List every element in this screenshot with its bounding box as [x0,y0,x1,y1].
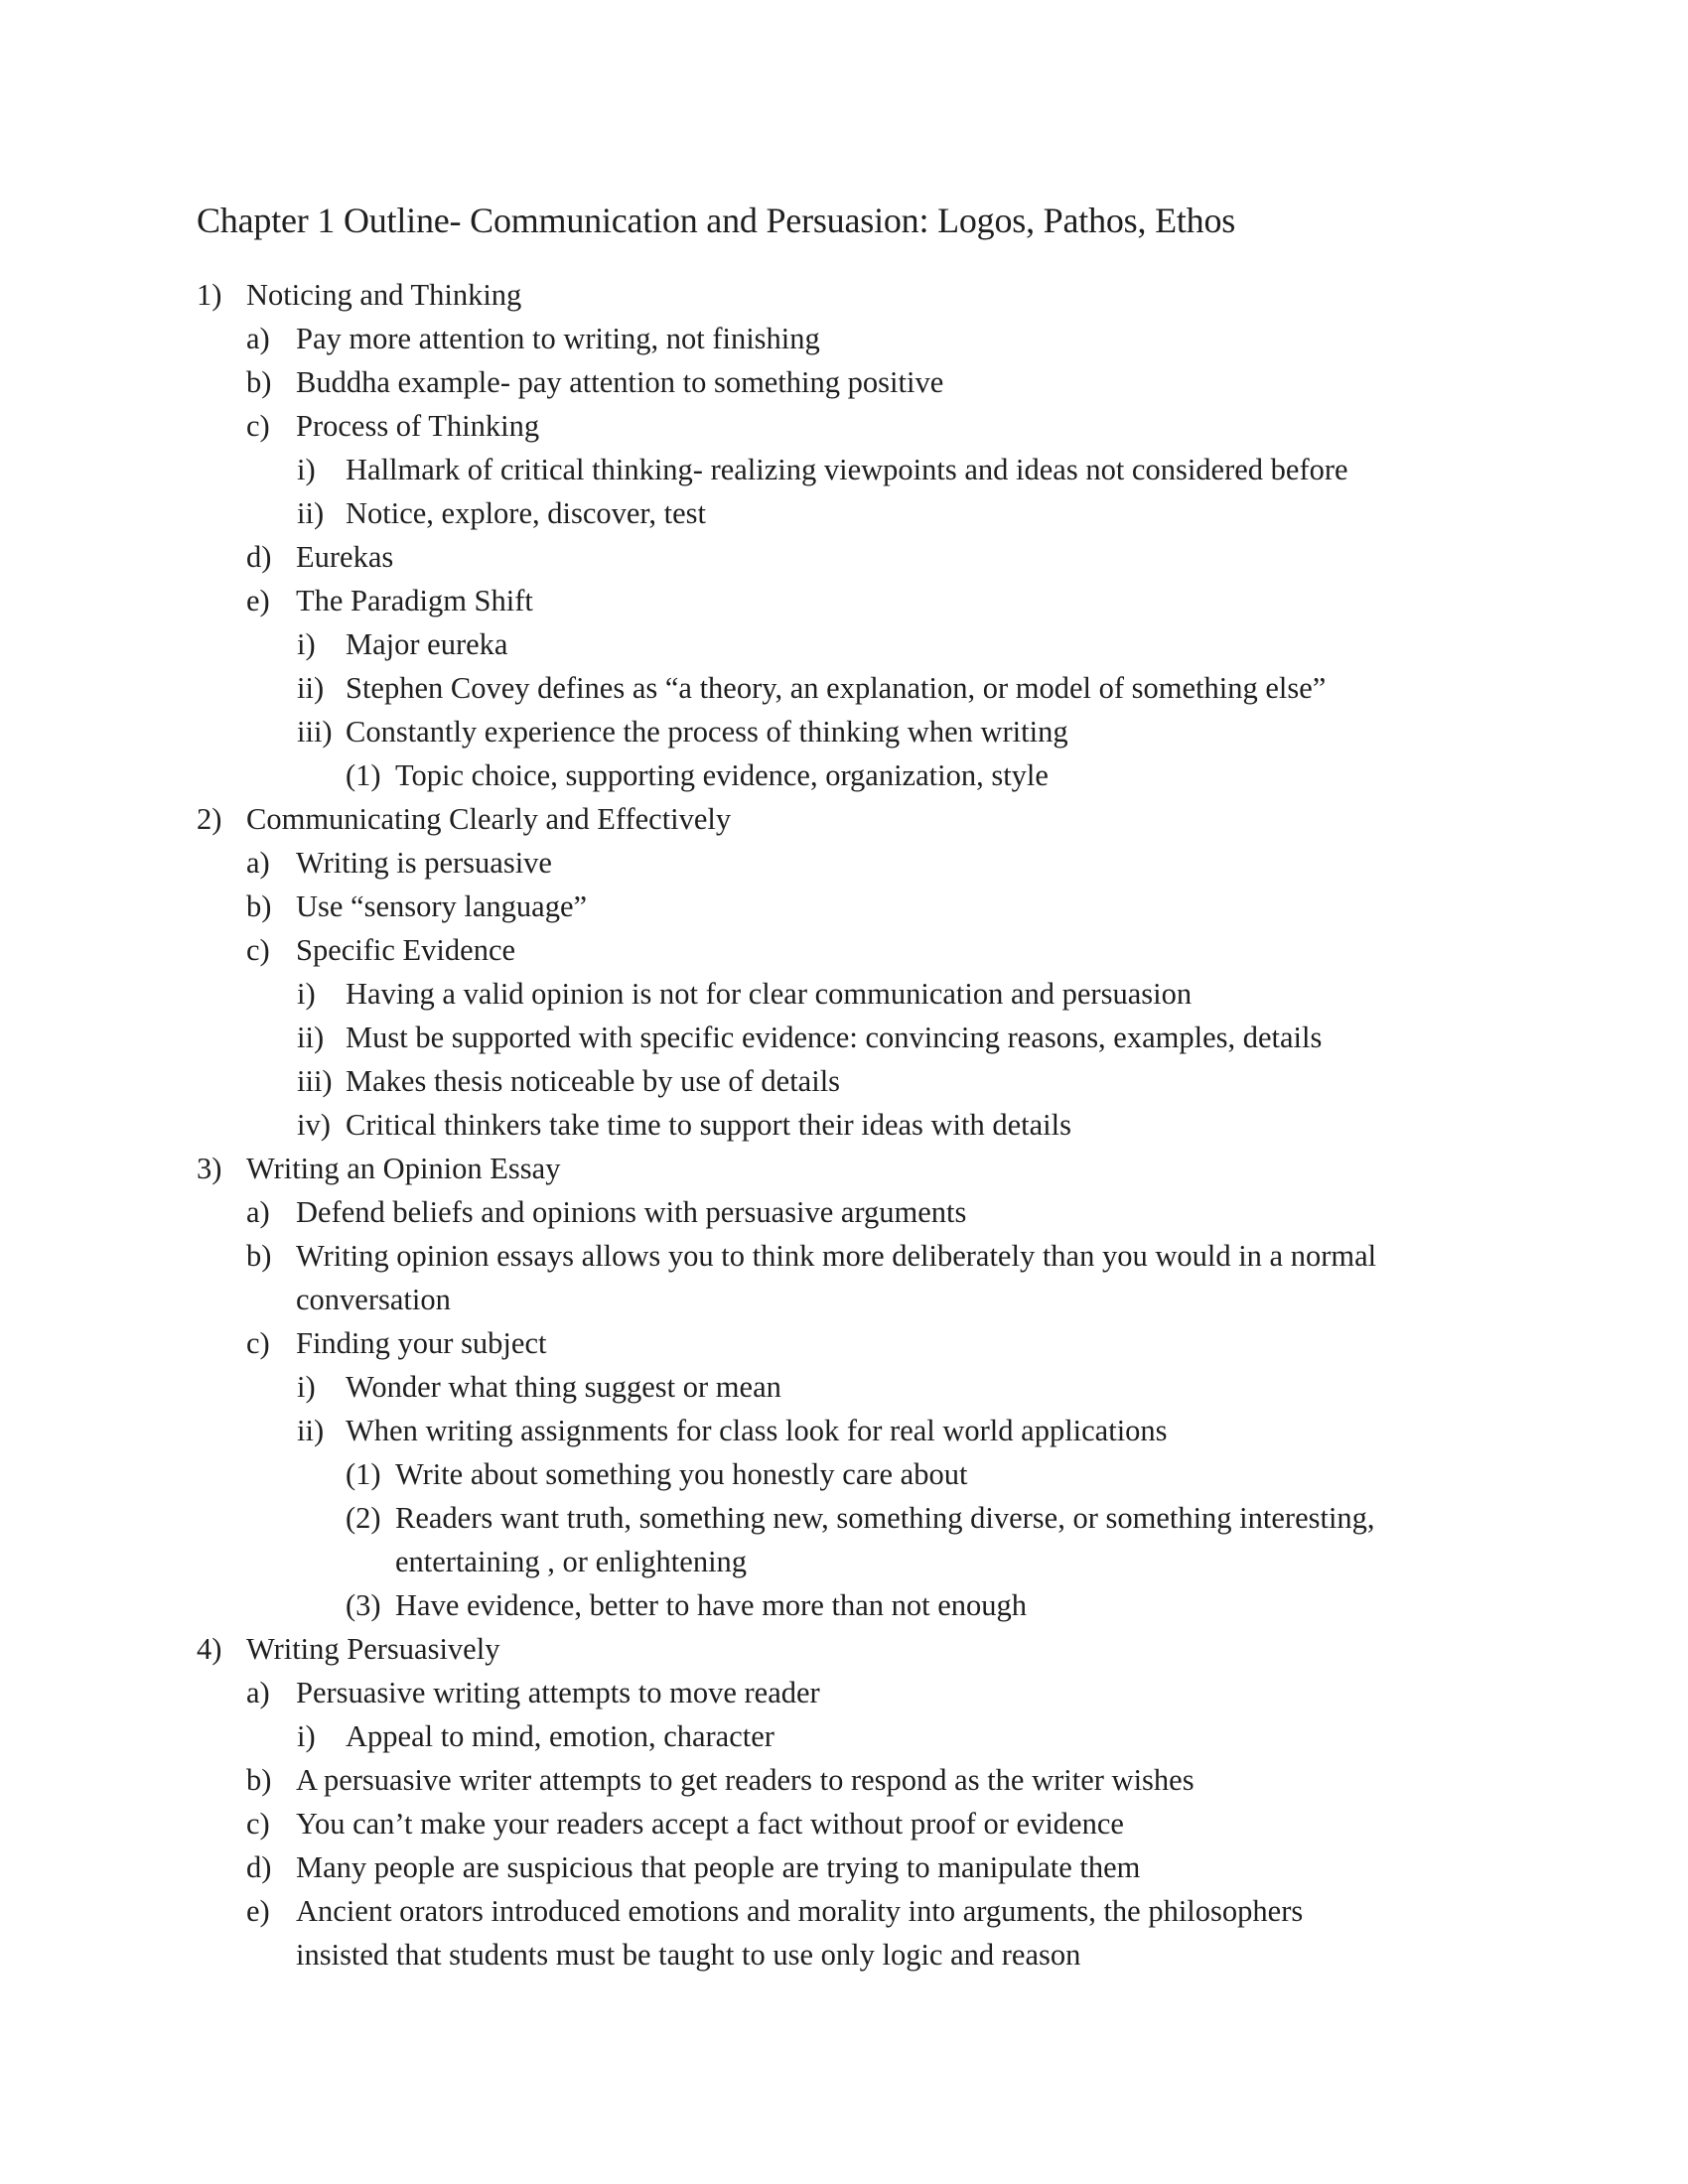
outline-text: Specific Evidence [296,933,516,967]
outline-item [0,1714,1688,1758]
outline-text: Notice, explore, discover, test [346,496,706,530]
outline-item [0,1234,1688,1278]
outline-marker: iv) [297,1108,331,1142]
outline-item [0,404,1688,448]
outline-item [0,1627,1688,1671]
outline-text: Stephen Covey defines as “a theory, an explanation, or model of something else” [346,671,1327,705]
outline-text: entertaining , or enlightening [395,1545,748,1578]
outline-item [0,666,1688,710]
outline-marker: b) [246,1763,272,1797]
outline-marker: (2) [346,1501,381,1535]
outline-text: When writing assignments for class look for real world applications [346,1414,1168,1447]
outline-item [0,1889,1688,1933]
outline-item [0,360,1688,404]
outline-marker: e) [246,1894,270,1928]
outline-item [0,885,1688,928]
outline-item [0,535,1688,579]
outline-marker: b) [246,1239,272,1273]
outline-text: Major eureka [346,627,508,661]
outline-text: A persuasive writer attempts to get readers to respond as the writer wishes [296,1763,1195,1797]
outline-marker: i) [297,627,316,661]
outline-item [0,753,1688,797]
outline-text: Noticing and Thinking [246,278,522,312]
outline-marker: c) [246,933,270,967]
outline-marker: d) [246,1850,272,1884]
outline-marker: c) [246,409,270,443]
outline-marker: ii) [297,1414,325,1447]
outline-marker: b) [246,889,272,923]
outline-marker: 3) [197,1152,222,1185]
page-title: Chapter 1 Outline- Communication and Persuasion: Logos, Pathos, Ethos [197,201,1236,240]
outline-item [0,1496,1688,1540]
outline-marker: a) [246,1195,270,1229]
outline-text: Hallmark of critical thinking- realizing viewpoints and ideas not considered before [346,453,1348,486]
outline-text: Defend beliefs and opinions with persuasive arguments [296,1195,967,1229]
outline-marker: (1) [346,758,381,792]
outline-marker: c) [246,1807,270,1841]
outline-text: Finding your subject [296,1326,547,1360]
outline-item [0,1802,1688,1845]
outline-item [0,622,1688,666]
outline-marker: i) [297,453,316,486]
outline-marker: iii) [297,715,333,749]
outline-item [0,1016,1688,1059]
outline-text: Readers want truth, something new, something diverse, or something interesting, [395,1501,1375,1535]
outline-marker: ii) [297,1021,325,1054]
outline-text: Critical thinkers take time to support their ideas with details [346,1108,1071,1142]
outline-text: Wonder what thing suggest or mean [346,1370,781,1404]
outline-marker: d) [246,540,272,574]
outline-marker: (3) [346,1588,381,1622]
outline-marker: c) [246,1326,270,1360]
outline-marker: e) [246,584,270,617]
outline-item [0,1583,1688,1627]
outline-marker: 1) [197,278,222,312]
outline-item [0,1671,1688,1714]
outline-marker: i) [297,1719,316,1753]
outline-marker: 4) [197,1632,222,1666]
outline-text: Communicating Clearly and Effectively [246,802,732,836]
outline-item [0,491,1688,535]
outline-item [0,1452,1688,1496]
outline-list [0,273,1688,1977]
outline-marker: i) [297,1370,316,1404]
outline-marker: a) [246,322,270,355]
outline-item [0,579,1688,622]
outline-text: Buddha example- pay attention to something positive [296,365,944,399]
outline-text: Makes thesis noticeable by use of details [346,1064,841,1098]
outline-text: Have evidence, better to have more than not enough [395,1588,1028,1622]
outline-item [0,1540,1688,1583]
outline-item [0,1758,1688,1802]
outline-text: Pay more attention to writing, not finishing [296,322,820,355]
outline-item [0,972,1688,1016]
outline-item [0,1103,1688,1147]
outline-marker: ii) [297,496,325,530]
outline-marker: i) [297,977,316,1011]
outline-text: Ancient orators introduced emotions and morality into arguments, the philosophers [296,1894,1304,1928]
outline-text: You can’t make your readers accept a fact without proof or evidence [296,1807,1124,1841]
outline-text: The Paradigm Shift [296,584,533,617]
outline-item [0,1409,1688,1452]
outline-text: Write about something you honestly care about [395,1457,968,1491]
outline-text: Many people are suspicious that people are trying to manipulate them [296,1850,1141,1884]
outline-text: Appeal to mind, emotion, character [346,1719,774,1753]
outline-text: Topic choice, supporting evidence, organization, style [395,758,1049,792]
outline-marker: a) [246,846,270,880]
outline-text: Process of Thinking [296,409,540,443]
outline-item [0,448,1688,491]
outline-text: insisted that students must be taught to use only logic and reason [296,1938,1081,1972]
outline-text: Writing Persuasively [246,1632,500,1666]
outline-item [0,841,1688,885]
outline-marker: b) [246,365,272,399]
outline-text: Writing an Opinion Essay [246,1152,561,1185]
outline-text: Persuasive writing attempts to move reader [296,1676,820,1709]
outline-text: Having a valid opinion is not for clear communication and persuasion [346,977,1193,1011]
outline-text: Use “sensory language” [296,889,588,923]
outline-text: Writing opinion essays allows you to think more deliberately than you would in a normal [296,1239,1377,1273]
outline-marker: ii) [297,671,325,705]
outline-marker: iii) [297,1064,333,1098]
outline-text: Must be supported with specific evidence: convincing reasons, examples, details [346,1021,1323,1054]
outline-item [0,1059,1688,1103]
outline-text: Constantly experience the process of thinking when writing [346,715,1068,749]
outline-item [0,1365,1688,1409]
outline-item [0,710,1688,753]
outline-item [0,1190,1688,1234]
outline-text: Eurekas [296,540,394,574]
outline-marker: (1) [346,1457,381,1491]
outline-item [0,1147,1688,1190]
outline-marker: a) [246,1676,270,1709]
outline-text: conversation [296,1283,451,1316]
outline-item [0,797,1688,841]
outline-marker: 2) [197,802,222,836]
outline-item [0,928,1688,972]
outline-item [0,1933,1688,1977]
outline-item [0,1845,1688,1889]
outline-item [0,317,1688,360]
outline-item [0,1321,1688,1365]
outline-item [0,273,1688,317]
outline-text: Writing is persuasive [296,846,552,880]
outline-item [0,1278,1688,1321]
